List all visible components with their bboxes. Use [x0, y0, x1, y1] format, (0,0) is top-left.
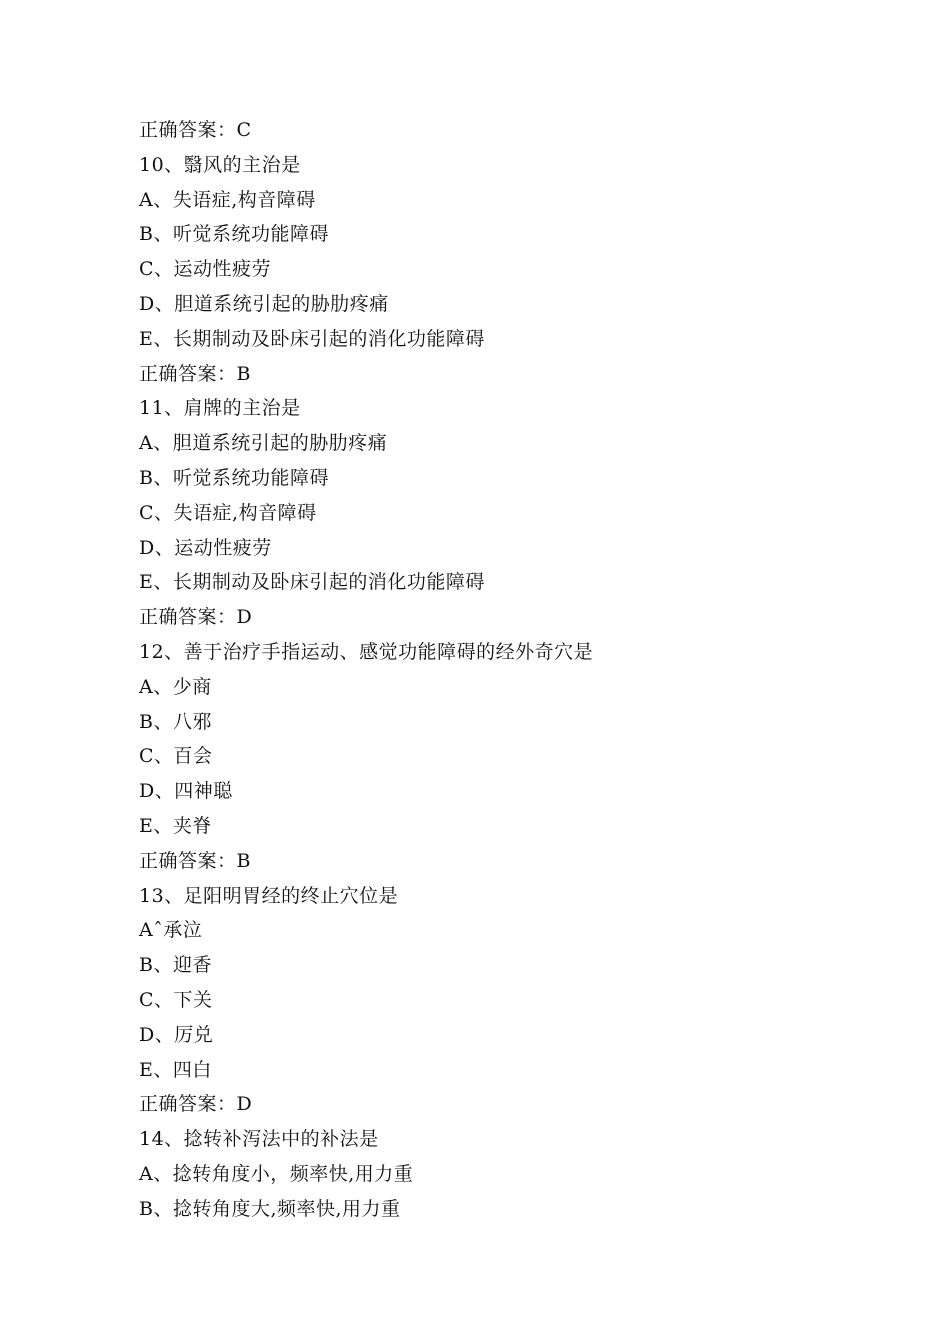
question-12-stem: 12、善于治疗手指运动、感觉功能障碍的经外奇穴是 [139, 640, 594, 663]
answer-line-12: 正确答案：B [139, 849, 251, 872]
question-14-stem: 14、捻转补泻法中的补法是 [139, 1128, 379, 1151]
answer-line-13: 正确答案：D [139, 1093, 253, 1116]
question-12-option-c: C、百会 [139, 745, 213, 768]
question-12-option-a: A、少商 [139, 675, 212, 698]
question-10-option-b: B、听觉系统功能障碍 [139, 223, 329, 246]
answer-line-10: 正确答案：B [139, 362, 251, 385]
question-11-option-a: A、胆道系统引起的胁肋疼痛 [139, 432, 388, 455]
question-10-option-c: C、运动性疲劳 [139, 258, 272, 281]
question-10-option-e: E、长期制动及卧床引起的消化功能障碍 [139, 327, 485, 350]
question-10-stem: 10、翳风的主治是 [139, 153, 301, 176]
question-13-stem: 13、足阳明胃经的终止穴位是 [139, 884, 399, 907]
answer-line-11: 正确答案：D [139, 606, 253, 629]
question-list [139, 113, 899, 1227]
question-12-option-d: D、四神聪 [139, 780, 233, 803]
question-10-option-a: A、失语症,构音障碍 [139, 188, 316, 211]
question-11-option-c: C、失语症,构音障碍 [139, 501, 317, 524]
question-13-option-a: Aˆ承泣 [139, 919, 203, 942]
question-12-option-e: E、夹脊 [139, 814, 212, 837]
question-11-option-e: E、长期制动及卧床引起的消化功能障碍 [139, 571, 485, 594]
question-10-option-d: D、胆道系统引起的胁肋疼痛 [139, 292, 389, 315]
question-13-option-c: C、下关 [139, 988, 213, 1011]
question-13-option-b: B、迎香 [139, 954, 212, 977]
question-14-option-a: A、捻转角度小，频率快,用力重 [139, 1162, 414, 1185]
question-12-option-b: B、八邪 [139, 710, 212, 733]
question-11-option-d: D、运动性疲劳 [139, 536, 272, 559]
question-11-option-b: B、听觉系统功能障碍 [139, 466, 329, 489]
question-14-option-b: B、捻转角度大,频率快,用力重 [139, 1197, 401, 1220]
question-13-option-d: D、厉兑 [139, 1023, 214, 1046]
answer-line-9: 正确答案：C [139, 119, 252, 141]
question-11-stem: 11、肩牌的主治是 [139, 397, 301, 420]
question-13-option-e: E、四白 [139, 1058, 212, 1081]
